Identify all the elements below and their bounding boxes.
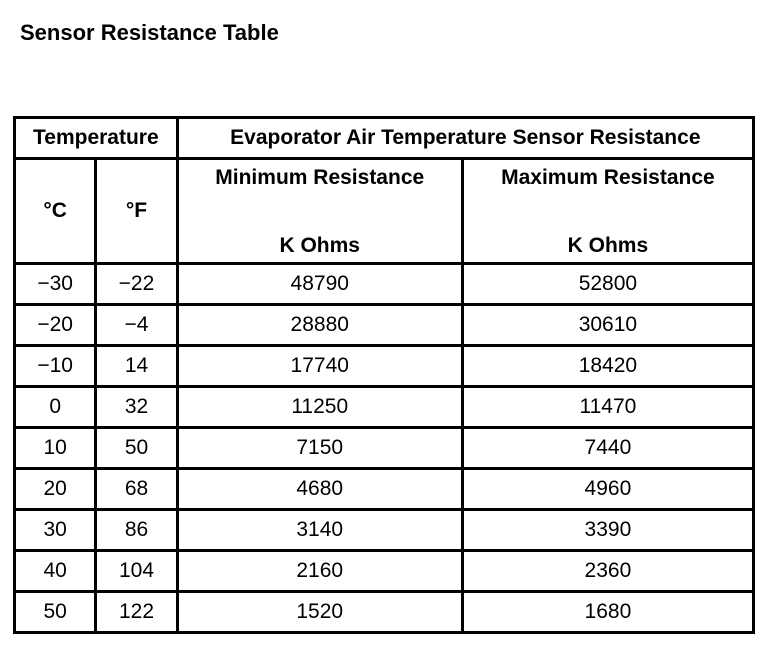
minimum-resistance-cell: 2160	[177, 551, 462, 592]
maximum-resistance-cell: 4960	[462, 469, 753, 510]
maximum-resistance-cell: 3390	[462, 510, 753, 551]
table-row	[15, 469, 754, 510]
maximum-resistance-cell: 2360	[462, 551, 753, 592]
sub-header-row	[15, 159, 754, 264]
maximum-resistance-cell: 52800	[462, 264, 753, 305]
minimum-resistance-cell: 4680	[177, 469, 462, 510]
minimum-resistance-cell: 28880	[177, 305, 462, 346]
minimum-resistance-cell: 17740	[177, 346, 462, 387]
celsius-cell: 10	[15, 428, 96, 469]
fahrenheit-cell: 50	[96, 428, 177, 469]
table-row	[15, 387, 754, 428]
fahrenheit-cell: 68	[96, 469, 177, 510]
table-row	[15, 346, 754, 387]
minimum-resistance-cell: 48790	[177, 264, 462, 305]
minimum-resistance-cell: 11250	[177, 387, 462, 428]
table-row	[15, 305, 754, 346]
fahrenheit-cell: −22	[96, 264, 177, 305]
celsius-cell: 20	[15, 469, 96, 510]
maximum-resistance-cell: 30610	[462, 305, 753, 346]
fahrenheit-header: °F	[96, 159, 177, 264]
celsius-cell: 40	[15, 551, 96, 592]
minimum-resistance-label: Minimum Resistance	[215, 166, 425, 189]
celsius-header: °C	[15, 159, 96, 264]
fahrenheit-cell: 86	[96, 510, 177, 551]
celsius-cell: 30	[15, 510, 96, 551]
maximum-resistance-cell: 18420	[462, 346, 753, 387]
maximum-resistance-unit: K Ohms	[567, 234, 649, 257]
temperature-group-header: Temperature	[15, 118, 178, 159]
maximum-resistance-cell: 7440	[462, 428, 753, 469]
maximum-resistance-cell: 1680	[462, 592, 753, 633]
sensor-resistance-group-header: Evaporator Air Temperature Sensor Resistance	[177, 118, 753, 159]
fahrenheit-cell: 104	[96, 551, 177, 592]
minimum-resistance-header	[177, 159, 462, 264]
group-header-row	[15, 118, 754, 159]
fahrenheit-cell: 122	[96, 592, 177, 633]
table-row	[15, 428, 754, 469]
fahrenheit-cell: 32	[96, 387, 177, 428]
celsius-cell: −20	[15, 305, 96, 346]
fahrenheit-cell: −4	[96, 305, 177, 346]
sensor-resistance-table	[13, 116, 755, 634]
table-row	[15, 551, 754, 592]
maximum-resistance-cell: 11470	[462, 387, 753, 428]
page-title: Sensor Resistance Table	[20, 20, 279, 45]
minimum-resistance-cell: 1520	[177, 592, 462, 633]
celsius-cell: −30	[15, 264, 96, 305]
maximum-resistance-header	[462, 159, 753, 264]
maximum-resistance-label: Maximum Resistance	[501, 166, 715, 189]
minimum-resistance-cell: 7150	[177, 428, 462, 469]
fahrenheit-cell: 14	[96, 346, 177, 387]
minimum-resistance-unit: K Ohms	[279, 234, 360, 257]
celsius-cell: 50	[15, 592, 96, 633]
minimum-resistance-cell: 3140	[177, 510, 462, 551]
table-row	[15, 510, 754, 551]
table-row	[15, 264, 754, 305]
celsius-cell: 0	[15, 387, 96, 428]
celsius-cell: −10	[15, 346, 96, 387]
table-row	[15, 592, 754, 633]
